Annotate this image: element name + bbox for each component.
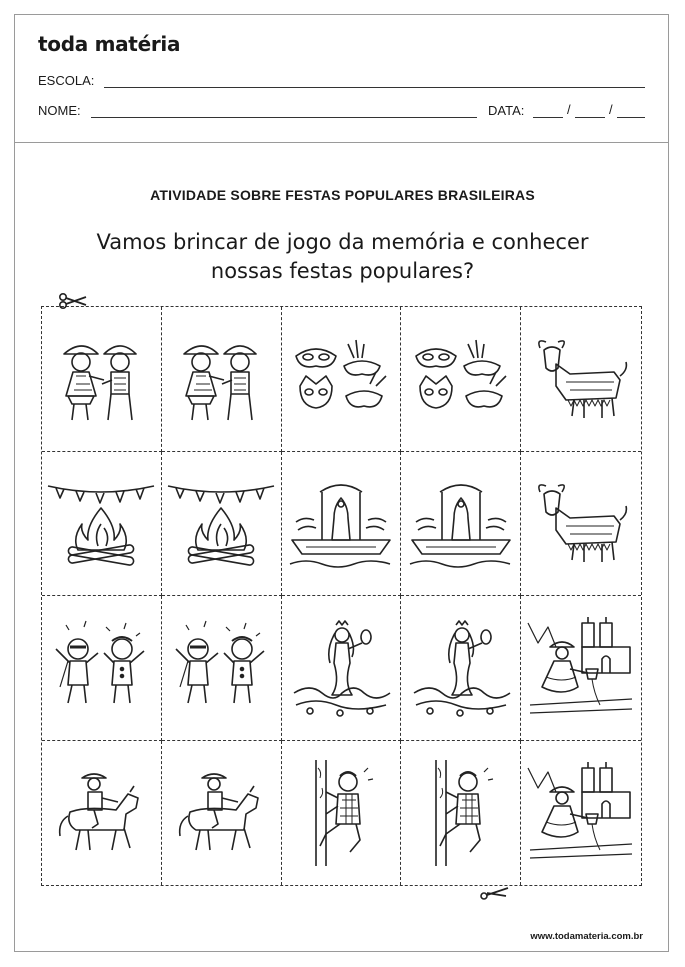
subtitle-line: Vamos brincar de jogo da memória e conhecer (96, 230, 589, 254)
school-field[interactable] (104, 87, 645, 88)
carnival-children-icon (166, 613, 276, 723)
festa-junina-dancers-icon (46, 324, 156, 434)
memory-card[interactable] (162, 596, 282, 741)
memory-card[interactable] (521, 741, 641, 886)
date-separator: / (609, 102, 613, 117)
date-month-field[interactable] (575, 117, 605, 118)
date-label: DATA: (488, 103, 525, 118)
iemanja-icon (286, 613, 396, 723)
carnival-children-icon (46, 613, 156, 723)
cavalgada-horse-rider-icon (166, 758, 276, 868)
bumba-meu-boi-icon (526, 324, 636, 434)
carnival-masks-icon (406, 324, 516, 434)
bonfire-flags-icon (46, 468, 156, 578)
date-day-field[interactable] (533, 117, 563, 118)
memory-card[interactable] (162, 307, 282, 452)
bonfire-flags-icon (166, 468, 276, 578)
festa-junina-dancers-icon (166, 324, 276, 434)
cirio-de-nazare-boat-icon (406, 468, 516, 578)
memory-card[interactable] (42, 307, 162, 452)
memory-card[interactable] (521, 596, 641, 741)
iemanja-icon (406, 613, 516, 723)
memory-card[interactable] (282, 307, 402, 452)
header-divider (14, 142, 669, 143)
memory-card[interactable] (282, 596, 402, 741)
pau-de-sebo-climber-icon (286, 758, 396, 868)
memory-card[interactable] (42, 741, 162, 886)
memory-card[interactable] (401, 452, 521, 597)
scissors-icon (480, 884, 510, 900)
memory-card[interactable] (162, 741, 282, 886)
activity-subtitle (0, 228, 685, 286)
memory-card[interactable] (401, 741, 521, 886)
footer-url[interactable]: www.todamateria.com.br (530, 931, 643, 942)
memory-card[interactable] (401, 596, 521, 741)
activity-title: ATIVIDADE SOBRE FESTAS POPULARES BRASILEIRAS (150, 187, 535, 203)
memory-game-grid (41, 306, 642, 886)
name-field[interactable] (91, 117, 477, 118)
date-year-field[interactable] (617, 117, 645, 118)
carnival-masks-icon (286, 324, 396, 434)
lavagem-do-bonfim-icon (526, 613, 636, 723)
memory-card[interactable] (282, 452, 402, 597)
school-label: ESCOLA: (38, 73, 95, 88)
memory-card[interactable] (162, 452, 282, 597)
pau-de-sebo-climber-icon (406, 758, 516, 868)
bumba-meu-boi-icon (526, 468, 636, 578)
memory-card[interactable] (521, 452, 641, 597)
cirio-de-nazare-boat-icon (286, 468, 396, 578)
subtitle-line: nossas festas populares? (210, 259, 475, 283)
lavagem-do-bonfim-icon (526, 758, 636, 868)
memory-card[interactable] (401, 307, 521, 452)
name-label: NOME: (38, 103, 81, 118)
logo: toda matéria (38, 32, 181, 56)
memory-card[interactable] (521, 307, 641, 452)
cavalgada-horse-rider-icon (46, 758, 156, 868)
memory-card[interactable] (42, 452, 162, 597)
date-separator: / (567, 102, 571, 117)
memory-card[interactable] (42, 596, 162, 741)
memory-card[interactable] (282, 741, 402, 886)
